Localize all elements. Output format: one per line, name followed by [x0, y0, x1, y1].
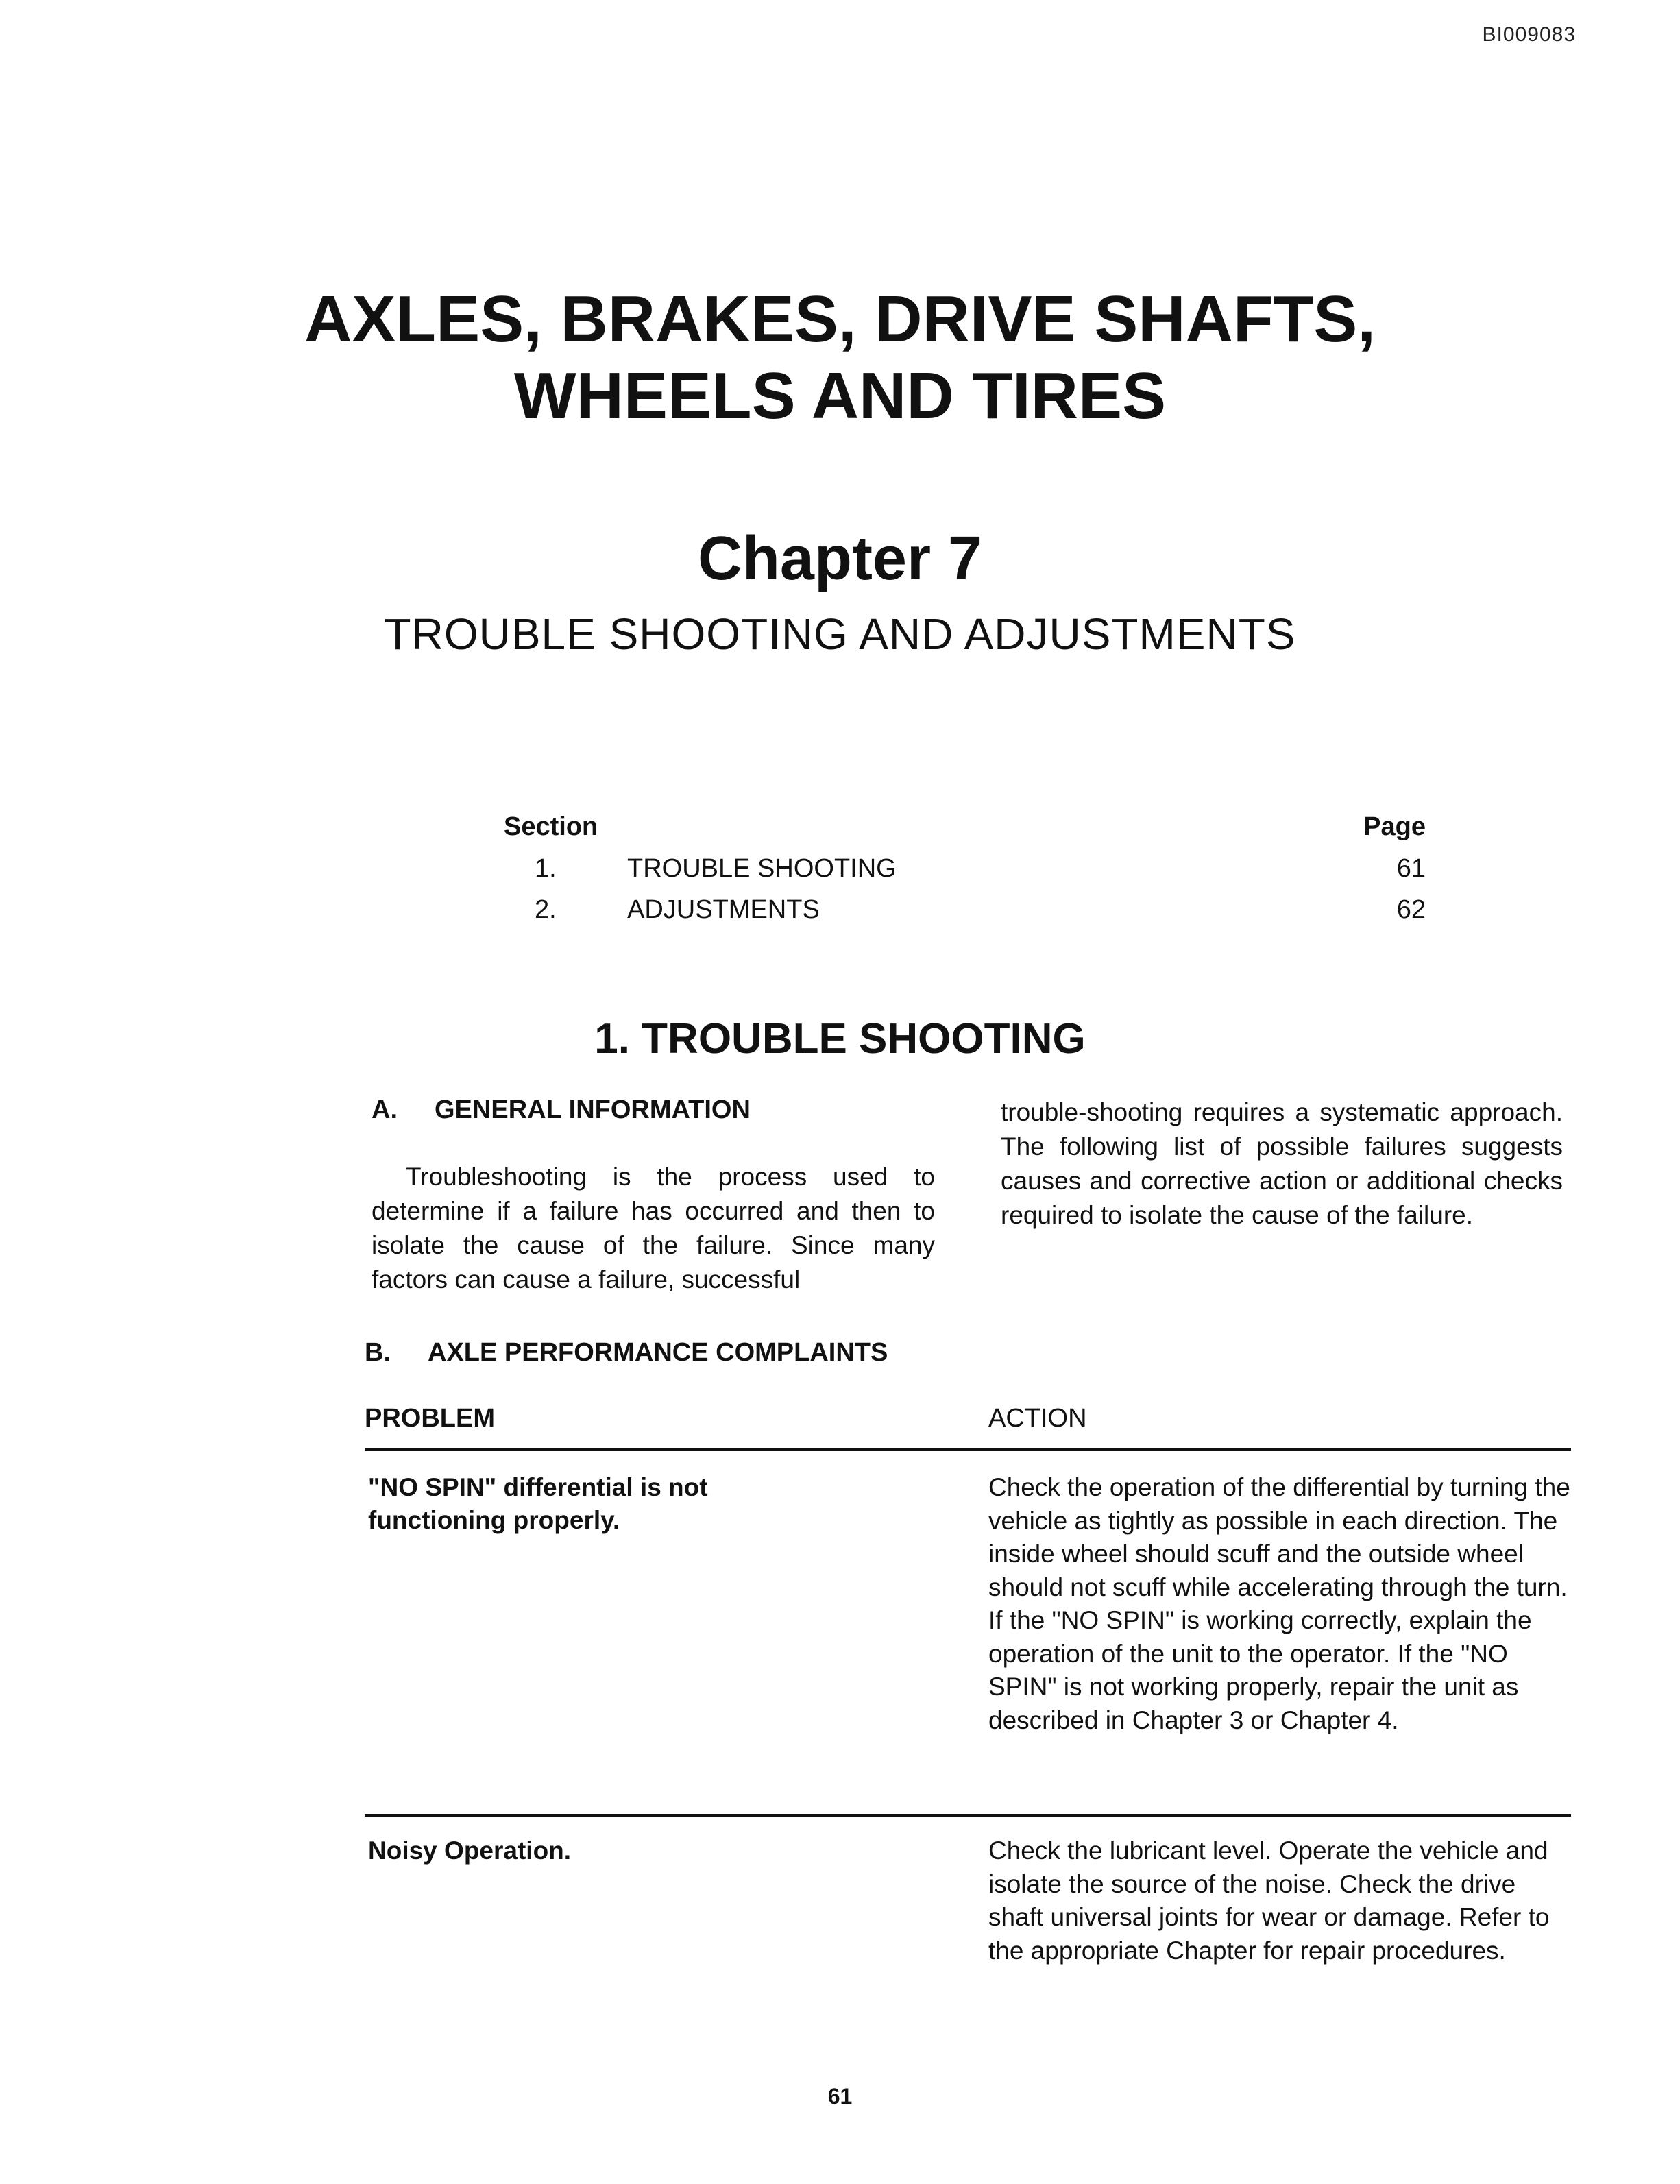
- table-divider: [365, 1814, 1571, 1817]
- section-title: 1. TROUBLE SHOOTING: [594, 1015, 1086, 1063]
- toc-row-label: TROUBLE SHOOTING: [627, 853, 897, 883]
- toc-section-header: Section: [504, 812, 598, 841]
- subsection-b-text: AXLE PERFORMANCE COMPLAINTS: [428, 1338, 888, 1367]
- main-title-line-2: WHEELS AND TIRES: [513, 359, 1167, 433]
- document-id: BI009083: [1482, 23, 1576, 46]
- subsection-b-letter: B.: [365, 1338, 391, 1367]
- table-row-problem: "NO SPIN" differential is not functioning properly.: [368, 1473, 708, 1534]
- toc-row-page: 61: [1396, 853, 1426, 883]
- toc-header: [504, 812, 1426, 848]
- subsection-a-letter: A.: [372, 1095, 398, 1124]
- toc-row-number: 2.: [535, 895, 557, 924]
- toc-row-label: ADJUSTMENTS: [627, 895, 820, 924]
- action-column-header: ACTION: [988, 1404, 1087, 1433]
- table-row-problem: Noisy Operation.: [368, 1836, 572, 1865]
- toc-row: [504, 889, 1426, 930]
- chapter-title: Chapter 7: [697, 524, 983, 593]
- toc-row-number: 1.: [535, 853, 557, 883]
- intro-paragraph-column-1: Troubleshooting is the process used to determine if a failure has occurred and then to isolate the cause of the failure. Since many factors can cause a failure, successful: [372, 1163, 935, 1294]
- toc-row: [504, 848, 1426, 889]
- chapter-subtitle: TROUBLE SHOOTING AND ADJUSTMENTS: [384, 609, 1296, 659]
- subsection-a-heading: [372, 1095, 751, 1125]
- main-title-line-1: AXLES, BRAKES, DRIVE SHAFTS,: [304, 282, 1376, 356]
- page-number: 61: [827, 2084, 853, 2109]
- subsection-b-heading: [365, 1338, 888, 1368]
- table-row-action: Check the lubricant level. Operate the vehicle and isolate the source of the noise. Check the drive shaft universal joints for wear or damage. Refer to the appropriate Chapter for repair procedures.: [988, 1836, 1550, 1965]
- table-row-action: Check the operation of the differential by turning the vehicle as tightly as possible in each direction. The inside wheel should scuff and the outside wheel should not scuff while accelerating through the turn. If the "NO SPIN" is working correctly, explain the operation of the unit to the operator. If the "NO SPIN" is not working properly, repair the unit as described in Chapter 3 or Chapter 4.: [988, 1473, 1570, 1734]
- subsection-a-text: GENERAL INFORMATION: [435, 1095, 751, 1124]
- toc-page-header: Page: [1363, 812, 1426, 841]
- table-divider: [365, 1448, 1571, 1451]
- intro-paragraph-column-2: trouble-shooting requires a systematic approach. The following list of possible failures suggests causes and corrective action or additional checks required to isolate the cause of the failure.: [1001, 1098, 1563, 1229]
- main-title: [0, 281, 1680, 435]
- toc-row-page: 62: [1396, 895, 1426, 924]
- problem-column-header: PROBLEM: [365, 1404, 495, 1433]
- table-of-contents: [504, 812, 1426, 930]
